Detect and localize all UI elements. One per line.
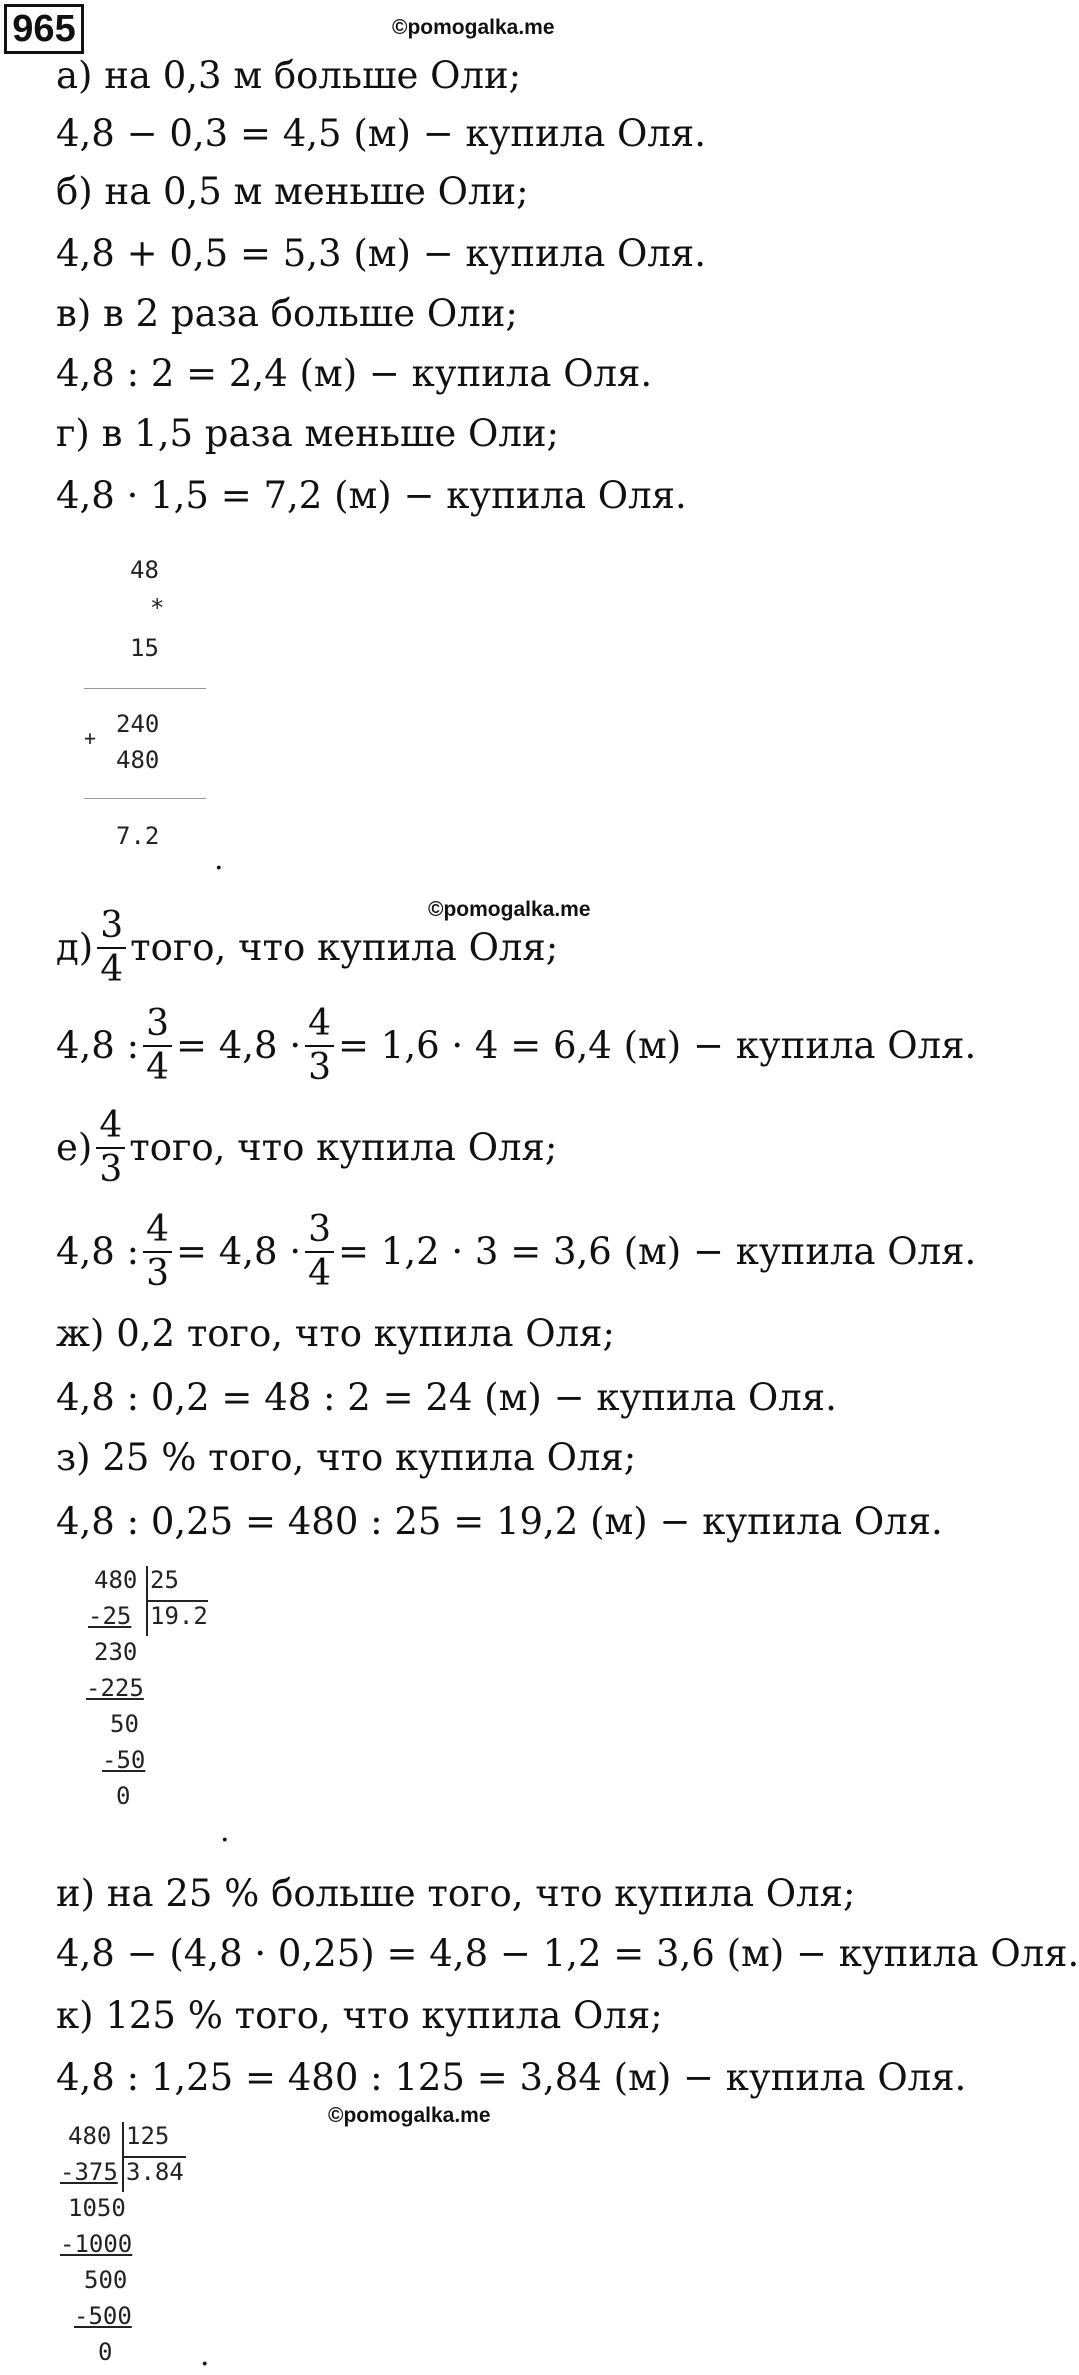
fraction-4-3 [143, 1209, 172, 1294]
fraction-3-4 [97, 905, 126, 990]
div1-step: -50 [102, 1746, 146, 1774]
solution-g: 4,8 · 1,5 = 7,2 (м) − купила Оля. [56, 474, 687, 517]
solution-e-part-c: = 1,2 · 3 = 3,6 (м) − купила Оля. [338, 1230, 977, 1273]
condition-g: г) в 1,5 раза меньше Оли; [56, 412, 560, 455]
solution-d-part-b: = 4,8 · [175, 1024, 302, 1067]
div1-dot: . [220, 1814, 230, 1849]
condition-v: в) в 2 раза больше Оли; [56, 292, 518, 335]
condition-i: и) на 25 % больше того, что купила Оля; [56, 1872, 856, 1915]
div2-step: -375 [60, 2158, 118, 2186]
solution-e-part-a: 4,8 : [56, 1230, 140, 1273]
condition-e [56, 1105, 558, 1190]
solution-d-part-a: 4,8 : [56, 1024, 140, 1067]
condition-k: к) 125 % того, что купила Оля; [56, 1994, 663, 2037]
div2-step: 0 [98, 2338, 113, 2366]
condition-zh: ж) 0,2 того, что купила Оля; [56, 1312, 615, 1355]
div2-dot: . [200, 2338, 210, 2373]
mult-dot: . [214, 842, 224, 877]
solution-d [56, 1003, 977, 1088]
condition-e-text: того, что купила Оля; [129, 1126, 558, 1169]
fraction-4-3 [96, 1105, 125, 1190]
div2-quotient: 3.84 [126, 2158, 184, 2186]
fraction-den: 3 [146, 1253, 169, 1294]
mult-rule-2 [84, 798, 206, 799]
div1-step: 50 [110, 1710, 139, 1738]
fraction-3-4 [305, 1209, 334, 1294]
div2-divisor: 125 [126, 2122, 170, 2150]
fraction-num: 3 [305, 1212, 334, 1253]
mult-factor-a: 48 [130, 556, 159, 584]
condition-b: б) на 0,5 м меньше Оли; [56, 170, 529, 213]
solution-b: 4,8 + 0,5 = 5,3 (м) − купила Оля. [56, 232, 706, 275]
fraction-num: 4 [96, 1108, 125, 1149]
fraction-num: 4 [143, 1212, 172, 1253]
div1-quotient: 19.2 [150, 1602, 208, 1630]
div2-dividend: 480 [68, 2122, 112, 2150]
condition-z: з) 25 % того, что купила Оля; [56, 1436, 637, 1479]
condition-d-text: того, что купила Оля; [130, 926, 559, 969]
div1-dividend: 480 [94, 1566, 138, 1594]
solution-e [56, 1209, 977, 1294]
fraction-num: 3 [97, 908, 126, 949]
solution-zh: 4,8 : 0,2 = 48 : 2 = 24 (м) − купила Оля. [56, 1376, 837, 1419]
div1-step: -25 [88, 1602, 132, 1630]
fraction-num: 4 [305, 1006, 334, 1047]
solution-a: 4,8 − 0,3 = 4,5 (м) − купила Оля. [56, 112, 706, 155]
fraction-num: 3 [143, 1006, 172, 1047]
fraction-3-4 [143, 1003, 172, 1088]
mult-plus: + [84, 726, 97, 750]
mult-rule-1 [84, 688, 206, 689]
solution-z: 4,8 : 0,25 = 480 : 25 = 19,2 (м) − купила Оля. [56, 1500, 943, 1543]
div2-step: -1000 [60, 2230, 133, 2258]
mult-operator: * [150, 594, 165, 622]
solution-d-part-c: = 1,6 · 4 = 6,4 (м) − купила Оля. [338, 1024, 977, 1067]
mult-result: 7.2 [116, 822, 160, 850]
mult-partial-1: 240 [116, 710, 160, 738]
solution-v: 4,8 : 2 = 2,4 (м) − купила Оля. [56, 352, 653, 395]
fraction-4-3 [305, 1003, 334, 1088]
fraction-den: 4 [100, 949, 124, 990]
fraction-den: 4 [146, 1047, 169, 1088]
div1-divisor: 25 [150, 1566, 179, 1594]
div2-step: 500 [84, 2266, 128, 2294]
mult-partial-2: 480 [116, 746, 160, 774]
condition-d-prefix: д) [56, 926, 94, 969]
fraction-den: 4 [308, 1253, 332, 1294]
condition-e-prefix: е) [56, 1126, 93, 1169]
watermark-2: ©pomogalka.me [428, 898, 591, 921]
div2-step: 1050 [68, 2194, 126, 2222]
solution-i: 4,8 − (4,8 · 0,25) = 4,8 − 1,2 = 3,6 (м) − купила Оля. [56, 1932, 1079, 1975]
condition-a: а) на 0,3 м больше Оли; [56, 54, 522, 97]
div1-step: 0 [116, 1782, 131, 1810]
fraction-den: 3 [308, 1047, 332, 1088]
solution-k: 4,8 : 1,25 = 480 : 125 = 3,84 (м) − купила Оля. [56, 2056, 967, 2099]
mult-factor-b: 15 [130, 634, 159, 662]
watermark: ©pomogalka.me [392, 16, 555, 39]
div2-step: -500 [74, 2302, 132, 2330]
problem-number: 965 [4, 4, 84, 54]
div1-step: -225 [86, 1674, 144, 1702]
fraction-den: 3 [99, 1149, 123, 1190]
div1-step: 230 [94, 1638, 138, 1666]
solution-e-part-b: = 4,8 · [175, 1230, 302, 1273]
watermark-3: ©pomogalka.me [328, 2104, 491, 2127]
